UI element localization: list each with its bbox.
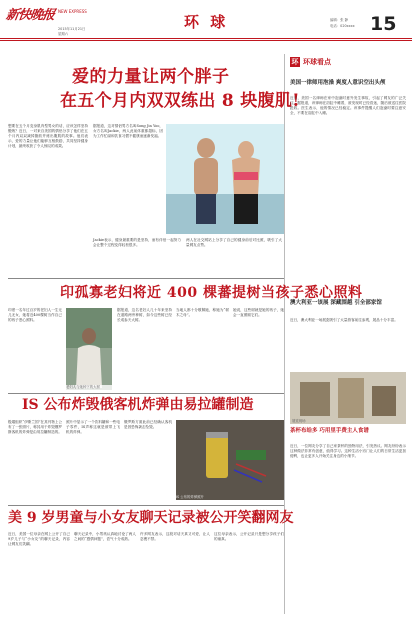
- article1-bottom-column1: Jackie表示，健身最重要的是坚持，而有伴侣一起努力会让整个过程变得轻松很多。: [93, 238, 181, 248]
- article1-headline-line1[interactable]: 爱的力量让两个胖子: [72, 67, 230, 87]
- page-number: 15: [370, 13, 397, 35]
- article4-column4: 这位母亲表示，公开记录只是想分享孩子们的童真。: [214, 532, 284, 542]
- issue-weekday: 星期六: [58, 32, 69, 36]
- column-divider: [284, 54, 285, 614]
- masthead-rule-thin: [0, 40, 412, 41]
- article2-column3: 据报道，这名老妇人几十年来坚持在道路两旁种树，如今这些树已经长成参天大树。: [117, 308, 172, 323]
- article3-column1: 极端组织“伊斯兰国”在其刊物上公布了一张照片，称其用于炸毁俄罗斯客机的炸弹是由易拉罐制造的。: [8, 420, 62, 435]
- right-story1-text: 近日，美国一名律师在家中泡澡时意外发生事故，引起了网友的广泛关注。据报道，该律师在浴缸中睡着，被发现时已经昏迷，随后被送往医院抢救。医生表示，他的情况已经稳定。该事件提醒人们泡澡时要注意安全，不要在浴缸中入睡。: [290, 96, 406, 116]
- article1-headline-line2[interactable]: 在五个月内双双练出 8 块腹肌!: [60, 91, 300, 111]
- article3-photo-caption: IS 公布的炸弹照片: [176, 495, 204, 500]
- article4-column3: 许多网友表示，这段对话天真又可爱，让人忍俊不禁。: [140, 532, 210, 542]
- masthead: [0, 0, 412, 38]
- newspaper-logo: 新快晚报: [4, 8, 55, 23]
- article-divider: [8, 505, 284, 506]
- article3-headline[interactable]: IS 公布炸毁俄客机炸弹由易拉罐制造: [22, 397, 254, 413]
- right-story2-headline[interactable]: 澳大利亚一该展 深藏围越 引全部家馆: [290, 300, 382, 306]
- right-story2-text: 近日，澳大利亚一场展览吸引了大量游客前往参观，展品十分丰富。: [290, 318, 398, 322]
- elderly-woman-photo: [66, 308, 112, 390]
- masthead-rule: [0, 38, 412, 39]
- article4-column2: 聊天记录中，小男孩认真地讨论了两人之间的“感情问题”，语气十分成熟。: [74, 532, 136, 542]
- article4-column1: 近日，美国一位母亲在网上公开了自己9岁儿子与“小女友”的聊天记录，内容让网友们笑翻。: [8, 532, 70, 547]
- article4-headline[interactable]: 美 9 岁男童与小女友聊天记录被公开笑翻网友: [8, 510, 294, 526]
- article2-column4: 当地人都十分敬佩她，称她为“树木之母”。: [176, 308, 229, 318]
- hotline: 电话：020xxxx: [330, 24, 355, 28]
- article2-photo-caption: 老妇人与她种下的大树: [66, 385, 112, 390]
- exhibition-photo: [290, 372, 406, 424]
- article2-headline[interactable]: 印孤寡老妇将近 400 棵蕃提树当孩子悉心照料: [60, 285, 363, 301]
- section-title: 环 球: [184, 13, 229, 31]
- right-column-title: 环球看点: [303, 57, 331, 66]
- article1-column1: 想要在五个月变身肌肉型男女的话，应该怎样坚持锻炼？近日，一对来自美国的情侣分享了他们在五个月内双双减掉脂肪并练出腹肌的故事。他们表示，爱的力量让他们能够互相鼓励，共同坚持健身计划，最终收获了令人惊叹的成果。: [8, 124, 88, 149]
- article-divider: [8, 278, 284, 279]
- right-photo-caption: 展览现场: [292, 419, 306, 424]
- article2-column5: 她说，这些树就是她的孩子，她会一直照顾它们。: [233, 308, 284, 318]
- article3-column2: 照片中显示了一个饮料罐和一些电子零件，IS声称这就是被带上飞机的炸弹。: [66, 420, 120, 435]
- right-story1-headline[interactable]: 美国一律师用泡澡 爽度人意识空出头颅: [290, 80, 386, 86]
- right-story3-headline[interactable]: 茶杯布给多 巧用里手费主人食谱: [290, 428, 369, 434]
- issue-date: 2015年11月21日: [58, 27, 86, 31]
- editor-credit: 编辑：张 静: [330, 18, 349, 22]
- article3-column3: 俄罗斯方面此前已经确认客机是因恐怖袭击坠毁。: [124, 420, 172, 430]
- logo-subtitle: NEW EXPRESS: [58, 9, 87, 14]
- article1-bottom-column2: 两人在社交网站上分享了自己的健身前后对比照，吸引了大量网友点赞。: [186, 238, 282, 248]
- bomb-can-photo: [176, 420, 284, 500]
- article1-column2: 据报道，这对情侣男方名叫Song Jin Yoo，女方名叫Jackie，两人此前体重都超标，因为工作忙碌和饮食习惯不健康而逐渐发福。: [93, 124, 163, 139]
- couple-fitness-photo: [166, 124, 284, 234]
- section-badge-icon: 环: [291, 57, 299, 66]
- article2-column1: 印度一名年过百岁的老妇人一生无儿无女，她将近400棵树当作自己的孩子悉心照料。: [8, 308, 62, 323]
- right-story3-text: 近日，一位网友分享了自己家茶杯的独特用法，引发热议。网友纷纷表示这种做法非常有创意，值得学习。这种生活小窍门让人们的日常生活更加便利，也让更多人开始关注身边的小细节。: [290, 444, 406, 459]
